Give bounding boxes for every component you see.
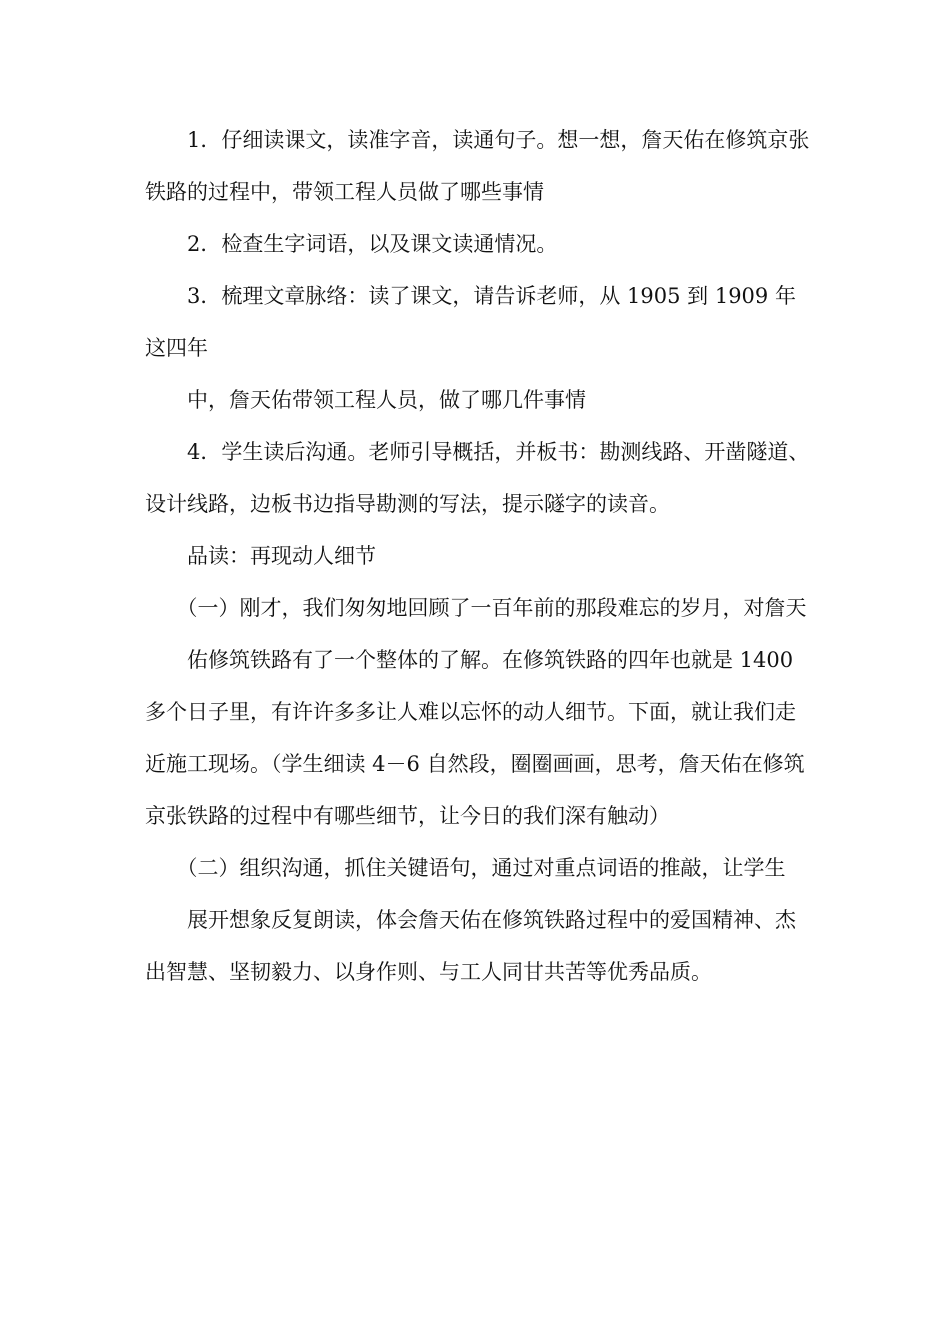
paragraph-step-2: 2．检查生字词语，以及课文读通情况。 [187, 232, 558, 256]
paragraph-step-4: 4．学生读后沟通。老师引导概括，并板书：勘测线路、开凿隧道、设计线路，边板书边指导勘测的写法，提示隧字的读音。 [145, 440, 810, 516]
section-heading: 品读：再现动人细节 [187, 544, 376, 568]
paragraph-part-2-continued: 展开想象反复朗读，体会詹天佑在修筑铁路过程中的爱国精神、杰出智慧、坚韧毅力、以身作则、与工人同甘共苦等优秀品质。 [145, 908, 796, 984]
paragraph-step-3: 3．梳理文章脉络：读了课文，请告诉老师，从 1905 到 1909 年这四年 [145, 284, 796, 360]
paragraph-part-1-continued: 佑修筑铁路有了一个整体的了解。在修筑铁路的四年也就是 1400 多个日子里，有许许多多让人难以忘怀的动人细节。下面，就让我们走近施工现场。（学生细读 4－6 自然段，圈圈画画，思考，詹天佑在修筑京张铁路的过程中有哪些细节，让今日的我们深有触动） [145, 648, 805, 828]
paragraph-part-2: （二）组织沟通，抓住关键语句，通过对重点词语的推敲，让学生 [176, 856, 786, 880]
document-body [145, 114, 810, 998]
paragraph-step-1: 1．仔细读课文，读准字音，读通句子。想一想，詹天佑在修筑京张铁路的过程中，带领工程人员做了哪些事情 [145, 128, 810, 204]
paragraph-step-3-continued: 中，詹天佑带领工程人员，做了哪几件事情 [187, 388, 586, 412]
paragraph-part-1: （一）刚才，我们匆匆地回顾了一百年前的那段难忘的岁月，对詹天 [176, 596, 807, 620]
